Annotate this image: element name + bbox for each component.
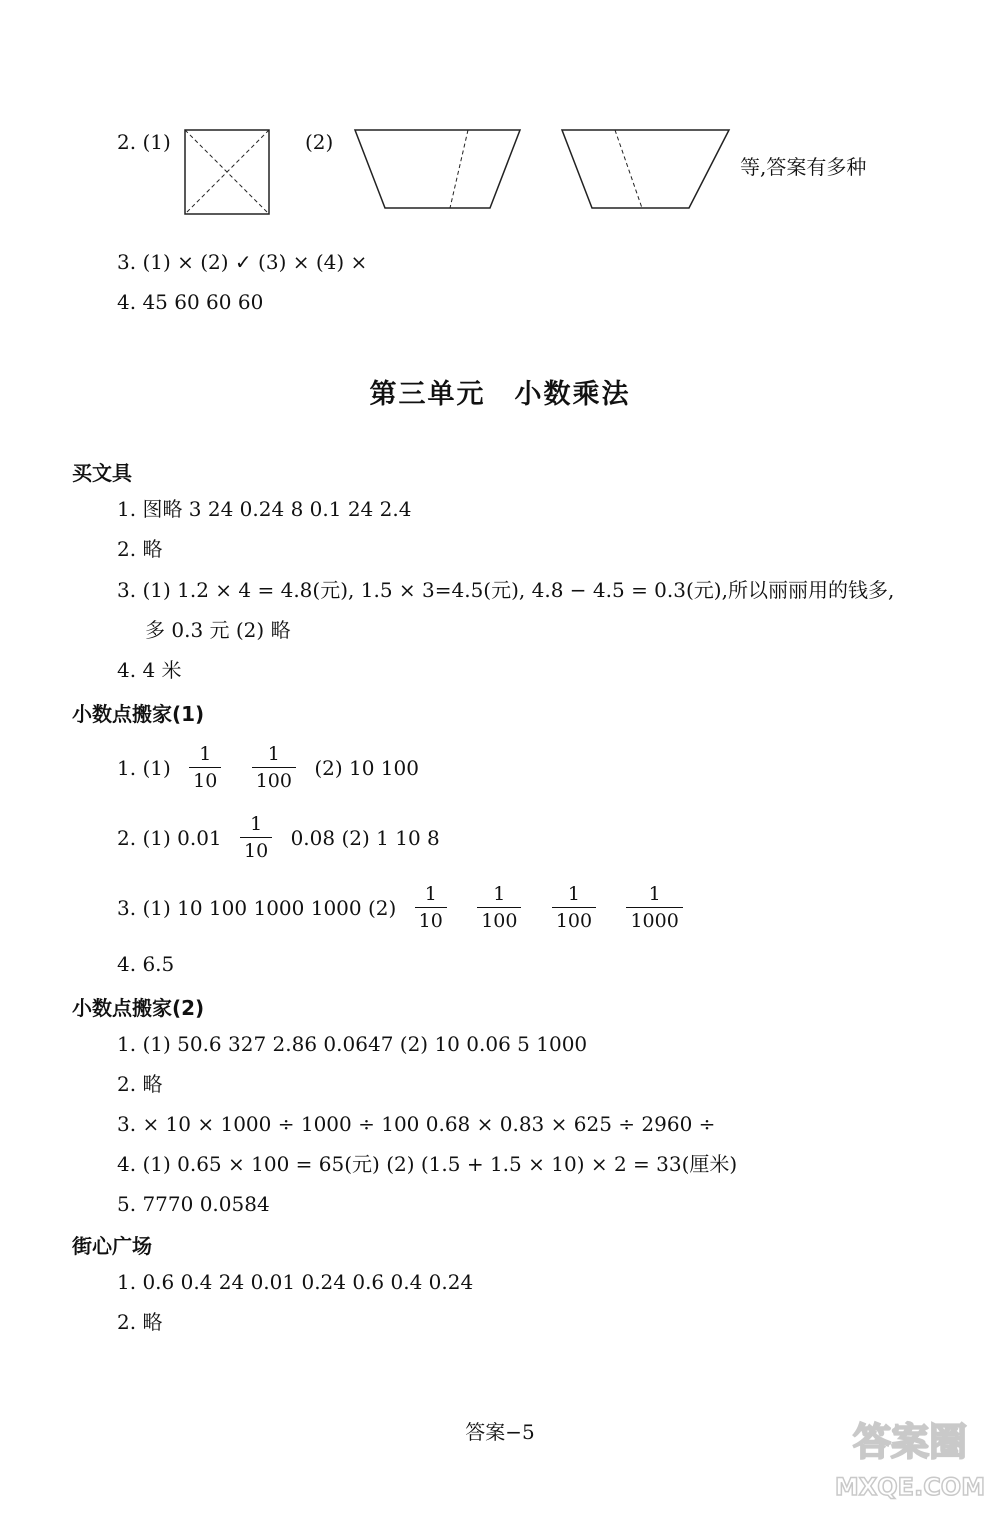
fraction [626,883,682,932]
unit-title: 第三单元 小数乘法 [369,379,631,410]
watermark-text-bottom: MXQE.COM [834,1473,986,1501]
fraction [477,883,521,932]
s2-line-4: 4. 6.5 [117,952,175,976]
q2-prefix: 2. (1) [117,130,171,154]
watermark-text-top: 答案圈 [852,1420,968,1464]
s1-line-4: 4. 4 米 [117,658,182,682]
fraction [415,883,447,932]
fraction [189,743,221,792]
fraction-denominator: 1000 [626,907,682,932]
fraction-numerator: 1 [267,743,280,765]
fraction-denominator: 100 [552,907,596,932]
fraction-denominator: 100 [477,907,521,932]
s3-line-3: 3. × 10 × 1000 ÷ 1000 ÷ 100 0.68 × 0.83 × 625 ÷ 2960 ÷ [117,1112,716,1136]
fraction-denominator: 10 [189,767,221,792]
q2-note: 等,答案有多种 [740,155,867,179]
s2-l2-prefix: 2. (1) 0.01 [117,826,222,850]
q2-part2-label: (2) [305,130,334,154]
s3-line-1: 1. (1) 50.6 327 2.86 0.0647 (2) 10 0.06 5 1000 [117,1032,588,1056]
q4-line: 4. 45 60 60 60 [117,290,264,314]
s1-line-3b: 多 0.3 元 (2) 略 [145,618,291,642]
s2-line-1 [117,745,419,794]
fraction [252,743,296,792]
s2-line-2 [117,815,440,864]
s1-line-2: 2. 略 [117,537,163,561]
s2-line-3 [117,885,695,934]
section-title-1: 买文具 [72,461,132,485]
s3-line-4: 4. (1) 0.65 × 100 = 65(元) (2) (1.5 + 1.5 × 10) × 2 = 33(厘米) [117,1152,738,1176]
s1-line-1: 1. 图略 3 24 0.24 8 0.1 24 2.4 [117,497,412,521]
s3-line-5: 5. 7770 0.0584 [117,1192,270,1216]
s2-l1-suffix: (2) 10 100 [314,756,419,780]
section-title-4: 街心广场 [72,1234,152,1258]
trapezoid-figure-2 [557,125,735,215]
fraction-denominator: 100 [252,767,296,792]
s2-l2-suffix: 0.08 (2) 1 10 8 [290,826,440,850]
s2-l3-prefix: 3. (1) 10 100 1000 1000 (2) [117,896,397,920]
watermark-logo [830,1410,990,1505]
page-footer: 答案−5 [465,1420,535,1444]
section-title-2: 小数点搬家(1) [72,702,205,726]
fraction-denominator: 10 [240,837,272,862]
s1-line-3: 3. (1) 1.2 × 4 = 4.8(元), 1.5 × 3=4.5(元), 4.8 − 4.5 = 0.3(元),所以丽丽用的钱多, [117,578,895,602]
s3-line-2: 2. 略 [117,1072,163,1096]
fraction [552,883,596,932]
s4-line-2: 2. 略 [117,1310,163,1334]
fraction-numerator: 1 [424,883,437,905]
fraction-denominator: 10 [415,907,447,932]
fraction [240,813,272,862]
fraction-numerator: 1 [250,813,263,835]
q3-line: 3. (1) × (2) ✓ (3) × (4) × [117,250,368,274]
fraction-numerator: 1 [493,883,506,905]
fraction-numerator: 1 [567,883,581,905]
section-title-3: 小数点搬家(2) [72,996,205,1020]
square-figure [180,125,275,220]
trapezoid-figure-1 [350,125,525,215]
s2-l1-prefix: 1. (1) [117,756,171,780]
s4-line-1: 1. 0.6 0.4 24 0.01 0.24 0.6 0.4 0.24 [117,1270,474,1294]
fraction-numerator: 1 [199,743,212,765]
fraction-numerator: 1 [648,883,661,905]
